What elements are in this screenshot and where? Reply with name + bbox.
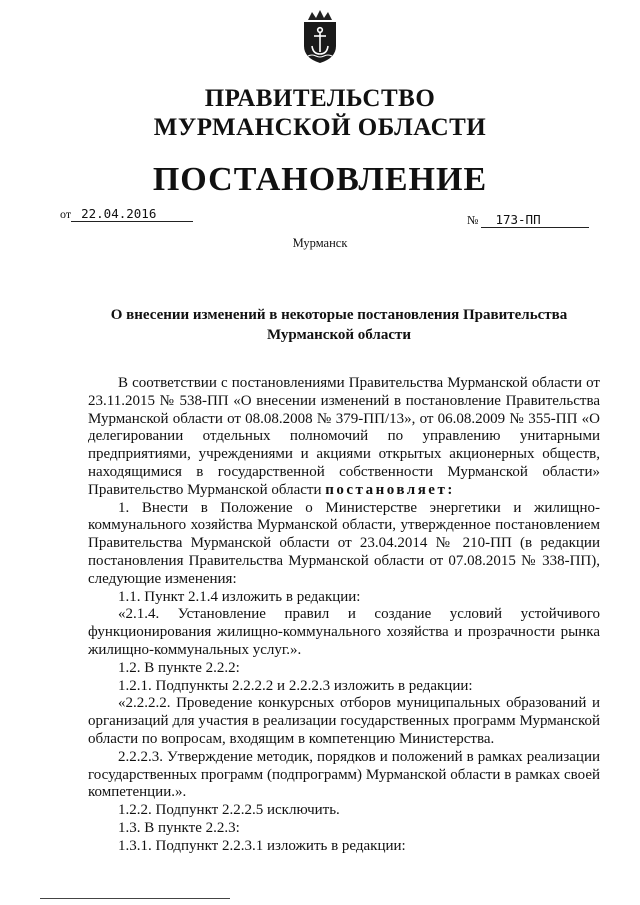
body-paragraph: 1.2. В пункте 2.2.2: <box>118 659 240 676</box>
date-prefix: от <box>60 207 72 221</box>
government-title <box>0 84 640 142</box>
preamble-text: В соответствии с постановлениями Правительства Мурманской области от 23.11.2015 № 538-ПП «О внесении изменений в постановление Правительства Мурманской области от 08.08.2008 № 379-ПП/13», от 06.08.2009 № 355-ПП «О делегировании отдельных полномочий по управлению унитарными предприятиями, учреждениями и акциями открытых акционерных обществ, находящимися в государственной собственности Мурманской области» Правительство Мурманской области <box>88 375 600 498</box>
murmansk-coat-of-arms-icon <box>300 10 340 64</box>
body-paragraph: 1.2.2. Подпункт 2.2.2.5 исключить. <box>118 802 340 819</box>
preamble-keyword: постановляет: <box>325 481 455 498</box>
city: Мурманск <box>292 236 348 250</box>
body-paragraph: 1.3. В пункте 2.2.3: <box>118 819 240 836</box>
document-type: ПОСТАНОВЛЕНИЕ <box>152 161 488 198</box>
subject-line1: О внесении изменений в некоторые постановления Правительства <box>110 307 568 323</box>
body-paragraph: «2.1.4. Установление правил и создание условий устойчивого функционирования жилищно-коммунального хозяйства и прозрачности рынка жилищно-коммунальных услуг.». <box>88 606 600 658</box>
document-body <box>88 375 600 856</box>
body-paragraph: 1.1. Пункт 2.1.4 изложить в редакции: <box>118 588 361 605</box>
footer-divider <box>40 898 230 899</box>
document-date <box>60 206 193 222</box>
number-value: 173-ПП <box>481 212 589 228</box>
government-title-line1: ПРАВИТЕЛЬСТВО <box>204 85 436 112</box>
document-number <box>467 212 589 228</box>
number-prefix: № <box>467 213 479 227</box>
body-paragraph: 1. Внести в Положение о Министерстве энергетики и жилищно-коммунального хозяйства Мурманской области, утвержденное постановлением Правительства Мурманской области от 23.04.2014 № 210-ПП (в редакции постановления Правительства Мурманской области от 07.08.2015 № 338-ПП), следующие изменения: <box>88 499 600 587</box>
document-subject <box>100 305 578 345</box>
body-paragraph: 1.3.1. Подпункт 2.2.3.1 изложить в редакции: <box>118 837 406 854</box>
date-value: 22.04.2016 <box>71 206 193 222</box>
body-paragraph: 2.2.2.3. Утверждение методик, порядков и положений в рамках реализации государственных программ (подпрограмм) Мурманской области в рамках своей компетенции.». <box>88 748 600 801</box>
body-paragraph: «2.2.2.2. Проведение конкурсных отборов муниципальных образований и организаций для участия в реализации государственных программ Мурманской области по вопросам, входящим в компетенцию Министерства. <box>88 695 600 747</box>
subject-line2: Мурманской области <box>266 327 412 343</box>
body-paragraph: 1.2.1. Подпункты 2.2.2.2 и 2.2.2.3 изложить в редакции: <box>118 677 473 694</box>
preamble-paragraph <box>88 375 600 500</box>
government-title-line2: МУРМАНСКОЙ ОБЛАСТИ <box>153 114 487 141</box>
